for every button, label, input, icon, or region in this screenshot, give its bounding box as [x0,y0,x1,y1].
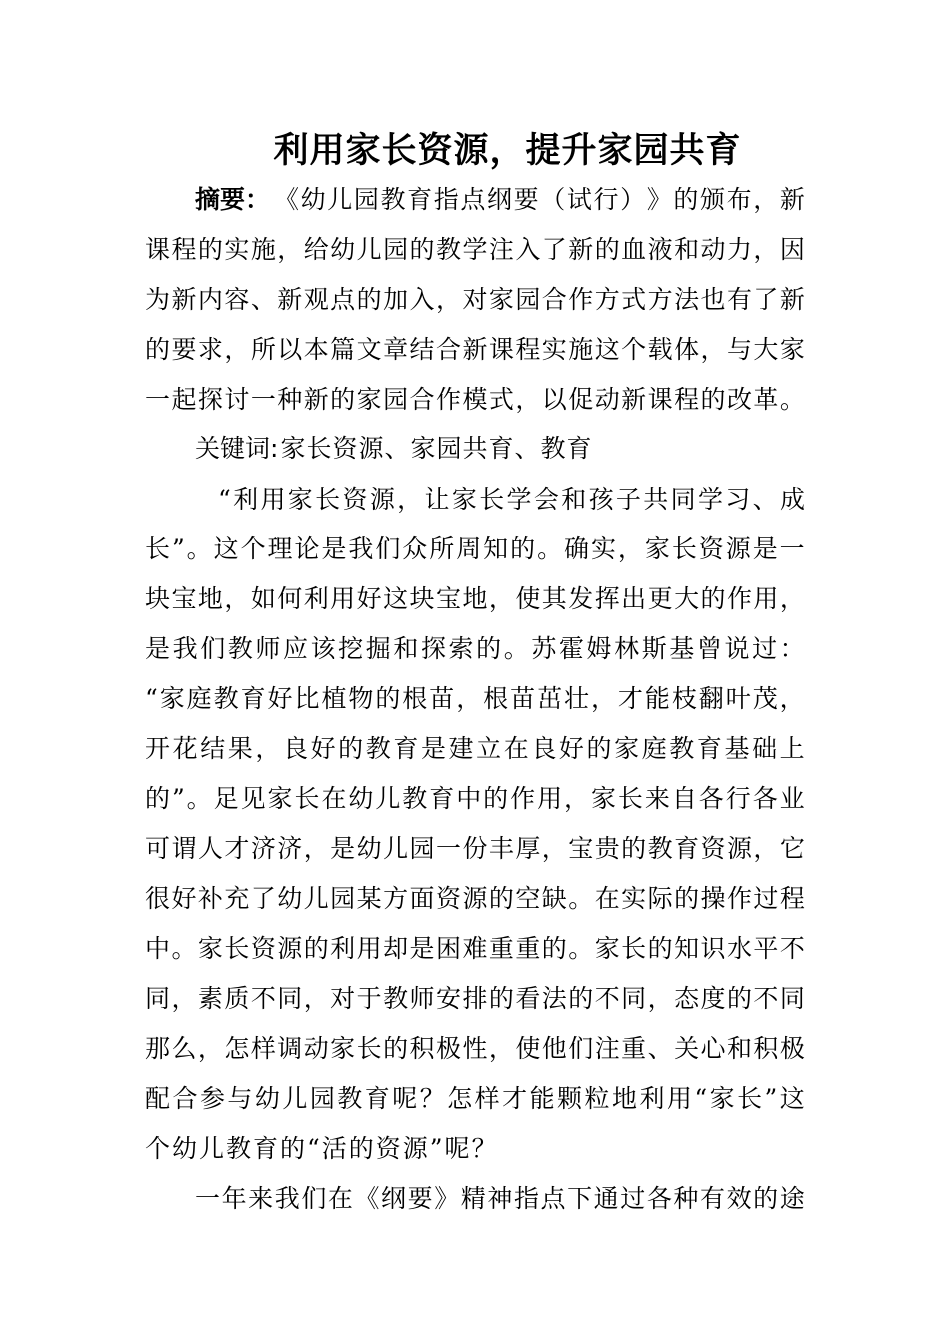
abstract-line [195,175,805,225]
body-text-line: 长 ” 。 这 个 理 论 是 我 们 众 所 周 知 的 。 确 实 ， 家 长 资 源 是 一 [145,534,805,563]
body-text-line: 一 年 来 我 们 在 《 纲 要 》 精 神 指 点 下 通 过 各 种 有 效 的 途 [195,1184,805,1213]
abstract-text: 课 程 的 实 施 ， 给 幼 儿 园 的 教 学 注 入 了 新 的 血 液 和 动 力 ， 因 [145,235,805,264]
abstract-text: 一 起 探 讨 一 种 新 的 家 园 合 作 模 式 ， 以 促 动 新 课 程 的 改 革 。 [145,385,805,414]
body-text-line: 那 么 ， 怎 样 调 动 家 长 的 积 极 性 ， 使 他 们 注 重 、 关 心 和 积 极 [145,1034,805,1063]
body-text-line: 是 我 们 教 师 应 该 挖 掘 和 探 索 的 。 苏 霍 姆 林 斯 基 曾 说 过 ： [145,634,805,663]
abstract-label: 摘要： [195,185,271,214]
abstract-text: 《 幼 儿 园 教 育 指 点 纲 要 （ 试 行 ） 》 的 颁 布 ， 新 [274,185,805,214]
keywords-label: 关键词: [195,434,279,463]
document-title: 利用家长资源，提升家园共育 [273,131,742,171]
keywords-line [195,424,805,474]
body-text-line: 很 好 补 充 了 幼 儿 园 某 方 面 资 源 的 空 缺 。 在 实 际 的 操 作 过 程 [145,884,805,913]
body-text-line: 可 谓 人 才 济 济 ， 是 幼 儿 园 一 份 丰 厚 ， 宝 贵 的 教 育 资 源 ， 它 [145,834,805,863]
keywords-value: 家长资源、家园共育、教育 [280,434,593,463]
body-text-line: 开 花 结 果 ， 良 好 的 教 育 是 建 立 在 良 好 的 家 庭 教 育 基 础 上 [145,734,805,763]
abstract-text: 为 新 内 容 、 新 观 点 的 加 入 ， 对 家 园 合 作 方 式 方 法 也 有 了 新 [145,285,805,314]
body-text-line: “ 利 用 家 长 资 源 ， 让 家 长 学 会 和 孩 子 共 同 学 习 、 成 [218,485,805,514]
body-text-line: 块 宝 地 ， 如 何 利 用 好 这 块 宝 地 ， 使 其 发 挥 出 更 大 的 作 用 ， [145,584,805,613]
abstract-text: 的 要 求 ， 所 以 本 篇 文 章 结 合 新 课 程 实 施 这 个 载 体 ， 与 大 家 [145,335,805,364]
body-text-line: 配 合 参 与 幼 儿 园 教 育 呢 ？ 怎 样 才 能 颗 粒 地 利 用 “ 家 长 ” 这 [145,1084,805,1113]
body-text-line: 中 。 家 长 资 源 的 利 用 却 是 困 难 重 重 的 。 家 长 的 知 识 水 平 不 [145,934,805,963]
body-text-line: “ 家 庭 教 育 好 比 植 物 的 根 苗 ， 根 苗 茁 壮 ， 才 能 枝 翻 叶 茂 ， [145,684,805,713]
body-text-line: 的 ” 。 足 见 家 长 在 幼 儿 教 育 中 的 作 用 ， 家 长 来 自 各 行 各 业 [145,784,805,813]
body-text-line: 同 ， 素 质 不 同 ， 对 于 教 师 安 排 的 看 法 的 不 同 ， 态 度 的 不 同 [145,984,805,1013]
body-text-line: 个幼儿教育的“活的资源”呢？ [145,1134,499,1163]
